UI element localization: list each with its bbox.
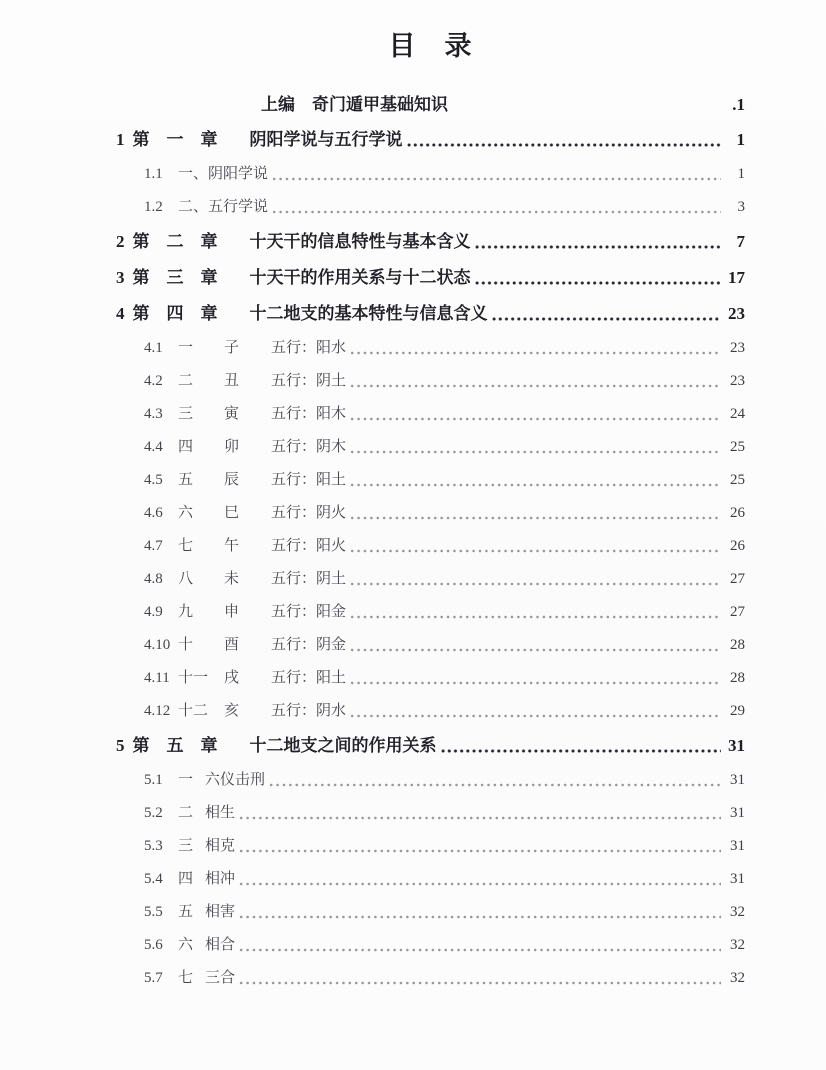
dot-leader xyxy=(349,365,721,398)
dot-leader xyxy=(349,530,721,563)
dot-leader xyxy=(238,896,721,929)
toc-entry-row xyxy=(116,695,745,728)
chapter-label: 第 二 章 xyxy=(132,232,218,251)
entry-number: 4 xyxy=(116,304,125,323)
branch-character: 午 xyxy=(224,538,240,554)
entry-title: 相生 xyxy=(205,805,236,821)
chapter-label: 第 四 章 xyxy=(132,304,218,323)
page-number: 25 xyxy=(730,472,745,488)
entry-number: 4.6 xyxy=(144,505,163,521)
entry-number: 4.7 xyxy=(144,538,163,554)
entry-number: 1 xyxy=(116,130,125,149)
entry-number: 4.2 xyxy=(144,373,163,389)
toc-entry-row xyxy=(116,962,745,995)
dot-leader xyxy=(349,596,721,629)
page-number: 23 xyxy=(728,304,745,323)
entry-title: 五行：阴金 xyxy=(271,637,347,653)
dot-leader xyxy=(349,563,721,596)
toc-list xyxy=(116,88,745,995)
entry-number: 4.5 xyxy=(144,472,163,488)
dot-leader xyxy=(440,728,722,764)
toc-entry-row xyxy=(116,596,745,629)
dot-leader xyxy=(349,695,721,728)
toc-entry-row xyxy=(116,563,745,596)
toc-entry-row xyxy=(116,896,745,929)
toc-chapter-row xyxy=(116,728,745,764)
entry-number: 4.12 xyxy=(144,703,171,719)
toc-entry-row xyxy=(116,530,745,563)
dot-leader xyxy=(238,830,721,863)
page-number: 27 xyxy=(730,571,745,587)
entry-number: 5 xyxy=(116,736,125,755)
entry-number: 5.2 xyxy=(144,805,163,821)
entry-title: 五行：阴土 xyxy=(271,571,347,587)
page-number: .1 xyxy=(732,95,745,114)
dot-leader xyxy=(349,464,721,497)
entry-number: 4.1 xyxy=(144,340,163,356)
page-number: 24 xyxy=(730,406,745,422)
page-number: 17 xyxy=(728,268,745,287)
dot-leader xyxy=(271,191,721,224)
entry-ordinal: 二 xyxy=(178,805,194,821)
page-number: 31 xyxy=(730,805,745,821)
page-number: 3 xyxy=(737,199,745,215)
branch-character: 卯 xyxy=(224,439,240,455)
page-number: 26 xyxy=(730,538,745,554)
entry-ordinal: 五 xyxy=(178,472,194,488)
entry-ordinal: 七 xyxy=(178,970,194,986)
branch-character: 申 xyxy=(224,604,240,620)
entry-title: 五行：阴木 xyxy=(271,439,347,455)
page-number: 28 xyxy=(730,637,745,653)
page-number: 32 xyxy=(730,970,745,986)
page-number: 31 xyxy=(730,871,745,887)
entry-ordinal: 二 xyxy=(178,373,194,389)
dot-leader xyxy=(406,122,722,158)
toc-entry-row xyxy=(116,398,745,431)
entry-ordinal: 十一 xyxy=(178,670,209,686)
entry-ordinal: 七 xyxy=(178,538,194,554)
entry-ordinal: 一 xyxy=(178,772,194,788)
toc-entry-row xyxy=(116,863,745,896)
dot-leader xyxy=(238,797,721,830)
dot-leader xyxy=(238,962,721,995)
entry-ordinal: 六 xyxy=(178,937,194,953)
entry-title: 十二地支的基本特性与信息含义 xyxy=(249,304,488,323)
entry-title: 五行：阳火 xyxy=(271,538,347,554)
entry-number: 5.6 xyxy=(144,937,163,953)
toc-chapter-row xyxy=(116,296,745,332)
entry-number: 4.10 xyxy=(144,637,171,653)
entry-ordinal: 四 xyxy=(178,871,194,887)
entry-title: 五行：阴火 xyxy=(271,505,347,521)
branch-character: 丑 xyxy=(224,373,240,389)
toc-chapter-row xyxy=(116,260,745,296)
toc-entry-row xyxy=(116,158,745,191)
entry-number: 3 xyxy=(116,268,125,287)
toc-entry-row xyxy=(116,929,745,962)
entry-ordinal: 十 xyxy=(178,637,194,653)
page-number: 32 xyxy=(730,904,745,920)
chapter-label: 第 五 章 xyxy=(132,736,218,755)
entry-number: 4.4 xyxy=(144,439,163,455)
page-number: 31 xyxy=(728,736,745,755)
toc-chapter-row xyxy=(116,224,745,260)
entry-number: 4.9 xyxy=(144,604,163,620)
page-number: 7 xyxy=(736,232,745,251)
page-number: 29 xyxy=(730,703,745,719)
entry-number: 5.4 xyxy=(144,871,163,887)
entry-ordinal: 五 xyxy=(178,904,194,920)
dot-leader xyxy=(349,662,721,695)
toc-entry-row xyxy=(116,365,745,398)
branch-character: 寅 xyxy=(224,406,240,422)
entry-title: 十二地支之间的作用关系 xyxy=(249,736,437,755)
entry-title: 十天干的作用关系与十二状态 xyxy=(249,268,471,287)
entry-title: 相克 xyxy=(205,838,236,854)
entry-title: 五行：阳木 xyxy=(271,406,347,422)
entry-title: 五行：阴水 xyxy=(271,703,347,719)
entry-ordinal: 三 xyxy=(178,838,194,854)
toc-entry-row xyxy=(116,431,745,464)
dot-leader xyxy=(349,398,721,431)
entry-number: 1.2 xyxy=(144,199,163,215)
page-number: 26 xyxy=(730,505,745,521)
entry-number: 4.11 xyxy=(144,670,170,686)
entry-title: 相冲 xyxy=(205,871,236,887)
entry-ordinal: 四 xyxy=(178,439,194,455)
toc-entry-row xyxy=(116,662,745,695)
toc-entry-row xyxy=(116,191,745,224)
entry-ordinal: 一 xyxy=(178,340,194,356)
entry-number: 1.1 xyxy=(144,166,163,182)
entry-title: 十天干的信息特性与基本含义 xyxy=(249,232,471,251)
toc-entry-row xyxy=(116,797,745,830)
entry-number: 4.3 xyxy=(144,406,163,422)
branch-character: 巳 xyxy=(224,505,240,521)
toc-entry-row xyxy=(116,830,745,863)
branch-character: 戌 xyxy=(224,670,240,686)
dot-leader xyxy=(349,332,721,365)
dot-leader xyxy=(474,224,722,260)
branch-character: 亥 xyxy=(224,703,240,719)
chapter-label: 第 一 章 xyxy=(132,130,218,149)
entry-number: 4.8 xyxy=(144,571,163,587)
page-number: 1 xyxy=(737,166,745,182)
entry-number: 5.1 xyxy=(144,772,163,788)
entry-number: 5.3 xyxy=(144,838,163,854)
toc-entry-row xyxy=(116,464,745,497)
dot-leader xyxy=(238,863,721,896)
dot-leader xyxy=(349,629,721,662)
page-number: 31 xyxy=(730,772,745,788)
entry-title: 五行：阳土 xyxy=(271,670,347,686)
entry-ordinal: 八 xyxy=(178,571,194,587)
entry-number: 5.7 xyxy=(144,970,163,986)
entry-title: 五行：阳土 xyxy=(271,472,347,488)
entry-ordinal: 十二 xyxy=(178,703,209,719)
entry-title: 五行：阴土 xyxy=(271,373,347,389)
entry-number: 2 xyxy=(116,232,125,251)
page-number: 28 xyxy=(730,670,745,686)
entry-ordinal: 六 xyxy=(178,505,194,521)
toc-chapter-row xyxy=(116,122,745,158)
branch-character: 子 xyxy=(224,340,240,356)
page-number: 1 xyxy=(736,130,745,149)
dot-leader xyxy=(238,929,721,962)
entry-title: 相合 xyxy=(205,937,236,953)
page-number: 31 xyxy=(730,838,745,854)
page-number: 23 xyxy=(730,373,745,389)
dot-leader xyxy=(268,764,721,797)
dot-leader xyxy=(349,431,721,464)
toc-rows xyxy=(116,122,745,995)
page-number: 27 xyxy=(730,604,745,620)
page-number: 32 xyxy=(730,937,745,953)
toc-part-row xyxy=(116,88,745,122)
entry-number: 5.5 xyxy=(144,904,163,920)
entry-title: 五行：阳金 xyxy=(271,604,347,620)
entry-title: 五行：阳水 xyxy=(271,340,347,356)
dot-leader xyxy=(474,260,722,296)
page-title: 目 录 xyxy=(388,31,473,61)
branch-character: 未 xyxy=(224,571,240,587)
toc-entry-row xyxy=(116,764,745,797)
toc-entry-row xyxy=(116,497,745,530)
entry-ordinal: 九 xyxy=(178,604,194,620)
chapter-label: 第 三 章 xyxy=(132,268,218,287)
entry-title: 二、五行学说 xyxy=(178,199,269,215)
toc-entry-row xyxy=(116,332,745,365)
dot-leader xyxy=(271,158,721,191)
entry-title: 相害 xyxy=(205,904,236,920)
entry-title: 六仪击刑 xyxy=(205,772,266,788)
entry-ordinal: 三 xyxy=(178,406,194,422)
branch-character: 辰 xyxy=(224,472,240,488)
toc-entry-row xyxy=(116,629,745,662)
entry-title: 阴阳学说与五行学说 xyxy=(249,130,403,149)
branch-character: 酉 xyxy=(224,637,240,653)
page-number: 25 xyxy=(730,439,745,455)
page-number: 23 xyxy=(730,340,745,356)
part-label: 上编 奇门遁甲基础知识 xyxy=(261,95,448,114)
entry-title: 一、阴阳学说 xyxy=(178,166,269,182)
entry-title: 三合 xyxy=(205,970,236,986)
dot-leader xyxy=(491,296,722,332)
dot-leader xyxy=(349,497,721,530)
